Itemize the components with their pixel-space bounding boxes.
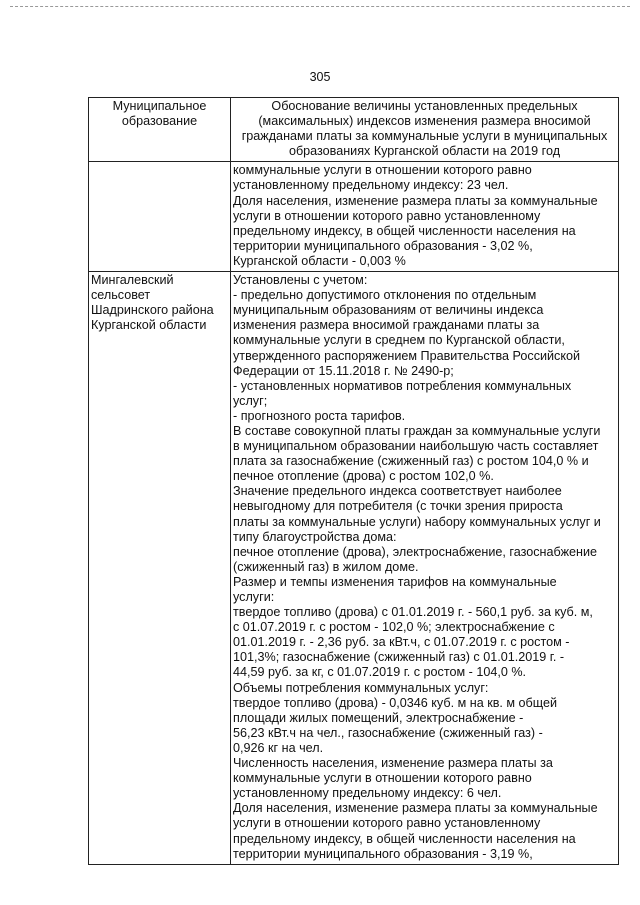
justification-line: Курганской области - 0,003 % <box>233 253 406 268</box>
justification-line: Размер и темпы изменения тарифов на коммунальные <box>233 574 557 589</box>
justification-line: услуги: <box>233 590 275 604</box>
justification-line: - прогнозного роста тарифов. <box>233 408 406 423</box>
justification-line: территории муниципального образования - 3,19 %, <box>233 846 533 861</box>
justification-line: 101,3%; газоснабжение (сжиженный газ) с 01.01.2019 г. - <box>233 650 565 665</box>
justification-line: В составе совокупной платы граждан за коммунальные услуги <box>233 423 601 438</box>
justification-line: твердое топливо (дрова) с 01.01.2019 г. - 560,1 руб. за куб. м, <box>233 605 593 620</box>
justification-line: 44,59 руб. за кг, с 01.07.2019 г. с ростом - 104,0 %. <box>233 665 527 680</box>
justification-line: услуг; <box>233 393 268 408</box>
justification-line: платы за коммунальные услуги) набору коммунальных услуг и <box>233 514 601 529</box>
justification-cell <box>231 162 619 272</box>
justification-line: с 01.07.2019 г. с ростом - 102,0 %; электроснабжение с <box>233 620 555 635</box>
justification-line: 56,23 кВт.ч на чел., газоснабжение (сжиженный газ) - <box>233 725 543 740</box>
justification-line: установленному предельному индексу: 6 чел. <box>233 786 502 801</box>
justification-line: предельному индексу, в общей численности населения на <box>233 831 576 846</box>
justification-line: предельному индексу, в общей численности населения на <box>233 223 576 238</box>
page-number: 305 <box>309 70 331 84</box>
justification-line: Значение предельного индекса соответствует наиболее <box>233 484 562 499</box>
justification-line: коммунальные услуги в отношении которого равно <box>233 771 532 786</box>
justification-line: печное отопление (дрова) с ростом 102,0 %. <box>233 469 494 484</box>
header-justification: Обоснование величины установленных предельных (максимальных) индексов изменения размера вносимой гражданами платы за коммунальные услуги в муниципальных образованиях Курганской области на 2019 год <box>231 98 619 162</box>
justification-line: Доля населения, изменение размера платы за коммунальные <box>233 801 598 816</box>
justification-line: Объемы потребления коммунальных услуг: <box>233 680 489 695</box>
justification-line: территории муниципального образования - 3,02 %, <box>233 238 533 253</box>
justification-line: печное отопление (дрова), электроснабжение, газоснабжение <box>233 544 597 559</box>
justification-line: коммунальные услуги в среднем по Курганской области, <box>233 333 565 348</box>
justification-line: 0,926 кг на чел. <box>233 740 324 755</box>
scan-edge-line <box>10 6 630 7</box>
justification-line: Федерации от 15.11.2018 г. № 2490-р; <box>233 363 454 378</box>
justification-line: невыгодному для потребителя (с точки зрения прироста <box>233 499 563 514</box>
justification-line: Доля населения, изменение размера платы за коммунальные <box>233 193 598 208</box>
justification-line: Установлены с учетом: <box>233 273 368 288</box>
justification-line: услуги в отношении которого равно установленному <box>233 208 541 223</box>
municipality-cell <box>89 162 231 272</box>
justification-line: установленному предельному индексу: 23 чел. <box>233 178 509 193</box>
justification-table <box>88 97 619 865</box>
justification-cell <box>231 272 619 865</box>
table-row <box>89 162 619 272</box>
justification-line: площади жилых помещений, электроснабжение - <box>233 710 524 725</box>
justification-line: плата за газоснабжение (сжиженный газ) с ростом 104,0 % и <box>233 454 589 469</box>
justification-line: 01.01.2019 г. - 2,36 руб. за кВт.ч, с 01.07.2019 г. с ростом - <box>233 635 570 650</box>
municipality-cell: Мингалевский сельсовет Шадринского района Курганской области <box>89 272 231 865</box>
justification-line: типу благоустройства дома: <box>233 529 397 544</box>
justification-line: (сжиженный газ) в жилом доме. <box>233 559 419 574</box>
justification-line: - предельно допустимого отклонения по отдельным <box>233 288 537 303</box>
justification-line: услуги в отношении которого равно установленному <box>233 816 541 831</box>
justification-line: - установленных нормативов потребления коммунальных <box>233 378 572 393</box>
justification-line: в муниципальном образовании наибольшую часть составляет <box>233 439 599 454</box>
header-municipality: Муниципальное образование <box>89 98 231 162</box>
justification-line: твердое топливо (дрова) - 0,0346 куб. м на кв. м общей <box>233 695 558 710</box>
justification-line: утвержденного распоряжением Правительства Российской <box>233 348 581 363</box>
justification-line: коммунальные услуги в отношении которого равно <box>233 163 532 178</box>
justification-line: изменения размера вносимой гражданами платы за <box>233 318 540 333</box>
table-row <box>89 272 619 865</box>
justification-line: Численность населения, изменение размера платы за <box>233 756 553 771</box>
table-header-row <box>89 98 619 162</box>
justification-line: муниципальным образованиям от величины индекса <box>233 303 544 318</box>
